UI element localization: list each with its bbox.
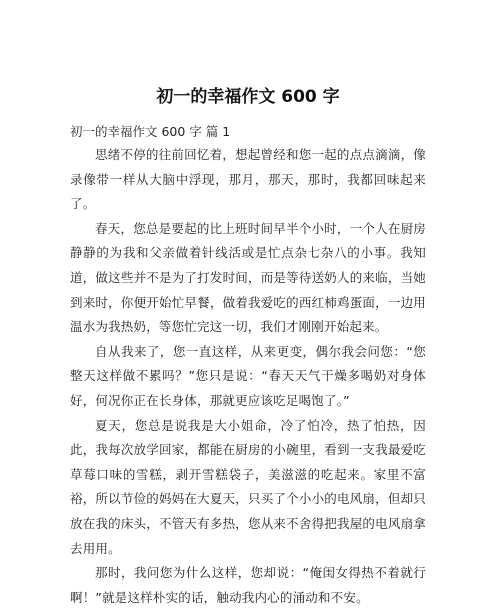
document-body [70, 143, 426, 610]
paragraph: 思绪不停的往前回忆着，想起曾经和您一起的点点滴滴，像录像带一样从大脑中浮现，那月，那天，那时，我都回味起来了。 [70, 147, 426, 212]
paragraph: 夏天，您总是说我是大小姐命，冷了怕冷，热了怕热，因此，我每次放学回家，都能在厨房的小碗里，看到一支我最爱吃草莓口味的雪糕，剥开雪糕袋子，美滋滋的吃起来。家里不富裕，所以节俭的妈妈在大夏天，只买了个小小的电风扇，但却只放在我的床头，不管天有多热，您从来不舍得把我屋的电风扇拿去用用。 [70, 417, 426, 556]
paragraph: 那时，我问您为什么这样，您却说：“俺闺女得热不着就行啊！”就是这样朴实的话，触动我内心的涌动和不安。 [70, 565, 426, 605]
document-title: 初一的幸福作文 600 字 [156, 87, 340, 107]
paragraph: 春天，您总是要起的比上班时间早半个小时，一个人在厨房静静的为我和父亲做着针线活或是忙点杂七杂八的小事。我知道，做这些并不是为了打发时间，而是等待送奶人的来临，当她到来时，你便开始忙早餐，做着我爱吃的西红柿鸡蛋面，一边用温水为我热奶，等您忙完这一切，我们才刚刚开始起来。 [70, 220, 426, 335]
paragraph: 自从我来了，您一直这样，从来更变，偶尔我会问您：“您整天这样做不累吗？”您只是说：“春天天气干燥多喝奶对身体好，何况你正在长身体，那就更应该吃足喝饱了。” [70, 343, 426, 408]
document-subtitle: 初一的幸福作文 600 字 篇 1 [70, 124, 231, 139]
